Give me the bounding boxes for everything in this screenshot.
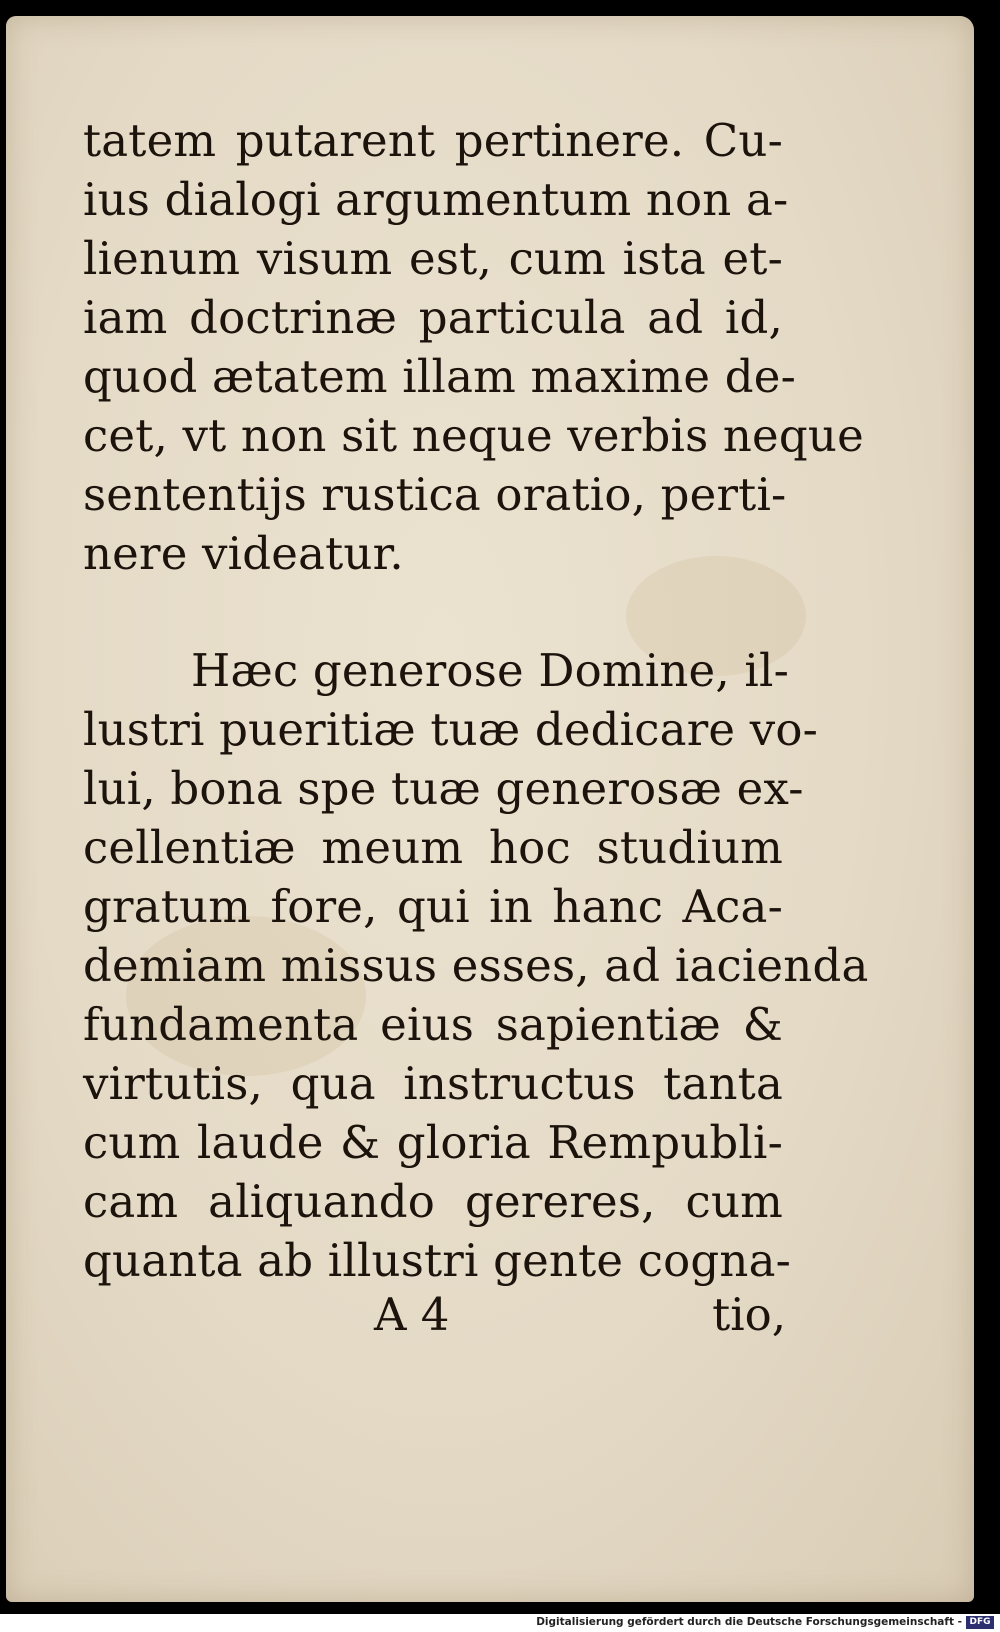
signature-line bbox=[346, 1288, 786, 1348]
footer-credit-text: Digitalisierung gefördert durch die Deutsche Forschungsgemeinschaft - bbox=[536, 1616, 962, 1628]
dfg-logo-icon: DFG bbox=[966, 1616, 994, 1629]
text-line: cet, vt non sit neque verbis neque bbox=[83, 409, 864, 462]
text-line: lustri pueritiæ tuæ dedicare vo- bbox=[83, 703, 819, 756]
text-line: sententijs rustica oratio, perti- bbox=[83, 468, 787, 521]
text-line: lienum visum est, cum ista et- bbox=[83, 232, 783, 285]
book-page bbox=[6, 16, 974, 1602]
text-line: lui, bona spe tuæ generosæ ex- bbox=[83, 762, 804, 815]
text-line: iam doctrinæ particula ad id, bbox=[83, 291, 783, 344]
paragraph-1 bbox=[83, 111, 864, 583]
paragraph-2 bbox=[83, 641, 869, 1290]
text-line: cum laude & gloria Rempubli- bbox=[83, 1116, 783, 1169]
text-line: gratum fore, qui in hanc Aca- bbox=[83, 880, 783, 933]
text-line: cellentiæ meum hoc studium bbox=[83, 821, 783, 874]
text-line: ius dialogi argumentum non a- bbox=[83, 173, 789, 226]
text-line: fundamenta eius sapientiæ & bbox=[83, 998, 783, 1051]
text-line: quod ætatem illam maxime de- bbox=[83, 350, 796, 403]
text-line: nere videatur. bbox=[83, 527, 404, 580]
text-block bbox=[83, 111, 869, 1290]
text-line: tatem putarent pertinere. Cu- bbox=[83, 114, 783, 167]
text-line: cam aliquando gereres, cum bbox=[83, 1175, 783, 1228]
signature-mark: A 4 bbox=[374, 1288, 450, 1341]
text-line: demiam missus esses, ad iacienda bbox=[83, 939, 869, 992]
text-line: virtutis, qua instructus tanta bbox=[83, 1057, 783, 1110]
catchword: tio, bbox=[712, 1288, 786, 1341]
text-line: quanta ab illustri gente cogna- bbox=[83, 1234, 792, 1287]
footer-bar bbox=[0, 1614, 1000, 1632]
text-line: Hæc generose Domine, il- bbox=[191, 644, 789, 697]
